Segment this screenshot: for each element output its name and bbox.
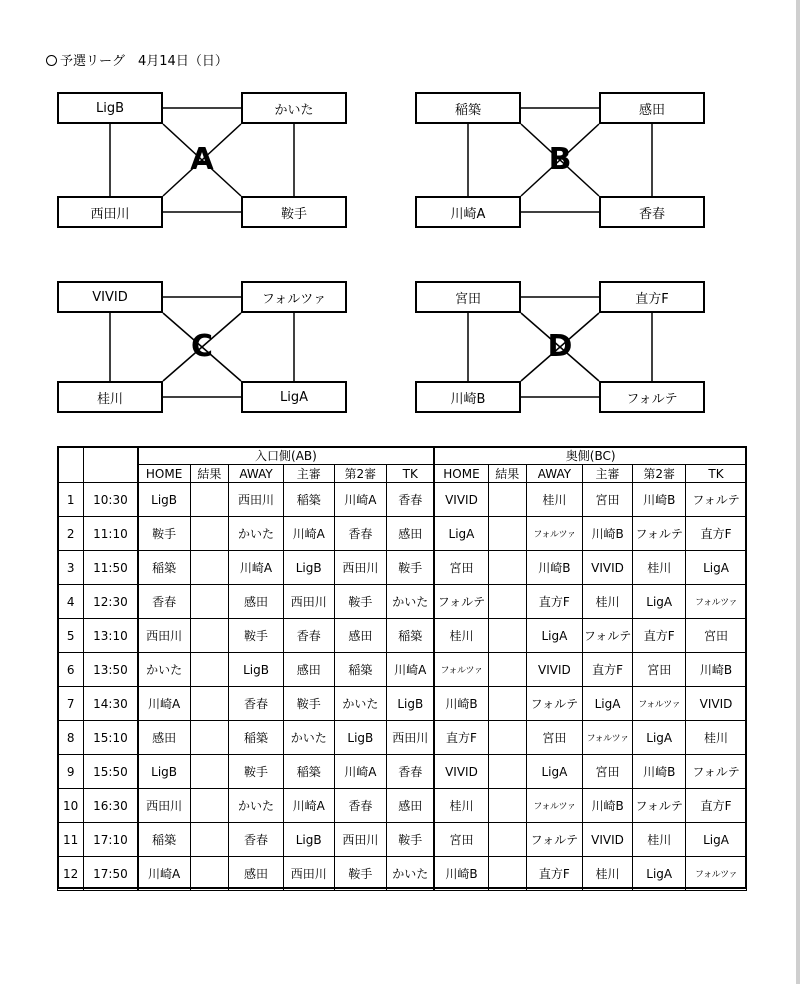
bc-result <box>488 687 526 721</box>
side-bc-header: 奥側(BC) <box>434 447 746 465</box>
group-b-team-bottom-right: 香春 <box>599 196 705 228</box>
match-row <box>58 721 747 755</box>
col-header: HOME <box>434 465 488 483</box>
ab-second-referee: 鞍手 <box>334 585 387 619</box>
match-row <box>58 823 747 857</box>
match-number: 5 <box>58 619 84 653</box>
ab-home-team: 西田川 <box>138 789 191 823</box>
match-time: 12:30 <box>84 585 138 619</box>
bc-home-team: VIVID <box>434 755 488 789</box>
ab-referee: 西田川 <box>283 857 334 891</box>
match-number: 10 <box>58 789 84 823</box>
ab-home-team: 川崎A <box>138 857 191 891</box>
group-c-team-bottom-left: 桂川 <box>57 381 163 413</box>
bc-away-team: 直方F <box>527 857 583 891</box>
bc-result <box>488 857 526 891</box>
bc-timekeeper: フォルツァ <box>686 857 747 891</box>
ab-home-team: 鞍手 <box>138 517 191 551</box>
bc-away-team: フォルテ <box>527 687 583 721</box>
ab-second-referee: 川崎A <box>334 755 387 789</box>
bc-away-team: 直方F <box>527 585 583 619</box>
col-header: 結果 <box>190 465 228 483</box>
bc-away-team: フォルテ <box>527 823 583 857</box>
ab-referee: LigB <box>283 823 334 857</box>
bc-referee: フォルテ <box>582 619 633 653</box>
bc-result <box>488 721 526 755</box>
match-time: 11:50 <box>84 551 138 585</box>
ab-home-team: かいた <box>138 653 191 687</box>
ab-result <box>190 653 228 687</box>
ab-timekeeper: 感田 <box>387 517 435 551</box>
ab-home-team: 西田川 <box>138 619 191 653</box>
bc-timekeeper: フォルテ <box>686 755 747 789</box>
ab-timekeeper: かいた <box>387 585 435 619</box>
ab-second-referee: 香春 <box>334 517 387 551</box>
match-number: 4 <box>58 585 84 619</box>
ab-second-referee: かいた <box>334 687 387 721</box>
bc-timekeeper: VIVID <box>686 687 747 721</box>
ab-away-team: 鞍手 <box>229 619 284 653</box>
ab-away-team: 鞍手 <box>229 755 284 789</box>
bc-home-team: 宮田 <box>434 823 488 857</box>
header-blank <box>84 447 138 483</box>
match-time: 13:50 <box>84 653 138 687</box>
match-row <box>58 483 747 517</box>
ab-home-team: LigB <box>138 483 191 517</box>
ab-result <box>190 517 228 551</box>
bc-referee: 宮田 <box>582 483 633 517</box>
ab-away-team: 香春 <box>229 823 284 857</box>
col-header: 主審 <box>283 465 334 483</box>
ab-referee: 川崎A <box>283 517 334 551</box>
bc-second-referee: LigA <box>633 857 686 891</box>
bc-second-referee: LigA <box>633 721 686 755</box>
ab-away-team: 稲築 <box>229 721 284 755</box>
group-d-team-bottom-right: フォルテ <box>599 381 705 413</box>
ab-referee: 香春 <box>283 619 334 653</box>
bc-timekeeper: 桂川 <box>686 721 747 755</box>
match-time: 17:50 <box>84 857 138 891</box>
bc-result <box>488 653 526 687</box>
title-text: 予選リーグ 4月14日（日） <box>60 54 228 69</box>
bc-referee: 川崎B <box>582 789 633 823</box>
col-header: AWAY <box>229 465 284 483</box>
match-number: 12 <box>58 857 84 891</box>
ab-result <box>190 619 228 653</box>
col-header: AWAY <box>527 465 583 483</box>
bc-result <box>488 483 526 517</box>
bc-result <box>488 823 526 857</box>
group-b-team-top-right: 感田 <box>599 92 705 124</box>
ab-result <box>190 585 228 619</box>
bc-away-team: LigA <box>527 619 583 653</box>
ab-referee: 稲築 <box>283 755 334 789</box>
bc-timekeeper: LigA <box>686 823 747 857</box>
bc-home-team: 川崎B <box>434 857 488 891</box>
ab-referee: LigB <box>283 551 334 585</box>
match-row <box>58 619 747 653</box>
match-time: 11:10 <box>84 517 138 551</box>
bc-home-team: 桂川 <box>434 619 488 653</box>
bc-second-referee: 宮田 <box>633 653 686 687</box>
col-header: 主審 <box>582 465 633 483</box>
bc-home-team: フォルテ <box>434 585 488 619</box>
bc-result <box>488 619 526 653</box>
bc-result <box>488 789 526 823</box>
bc-timekeeper: フォルテ <box>686 483 747 517</box>
bc-home-team: 桂川 <box>434 789 488 823</box>
match-time: 14:30 <box>84 687 138 721</box>
bc-result <box>488 755 526 789</box>
bc-away-team: 桂川 <box>527 483 583 517</box>
ab-home-team: 稲築 <box>138 551 191 585</box>
ab-timekeeper: 西田川 <box>387 721 435 755</box>
ab-second-referee: 西田川 <box>334 551 387 585</box>
bc-second-referee: 直方F <box>633 619 686 653</box>
match-number: 8 <box>58 721 84 755</box>
ab-referee: 稲築 <box>283 483 334 517</box>
match-time: 16:30 <box>84 789 138 823</box>
bc-away-team: VIVID <box>527 653 583 687</box>
group-a-team-top-left: LigB <box>57 92 163 124</box>
ab-timekeeper: 川崎A <box>387 653 435 687</box>
col-header: HOME <box>138 465 191 483</box>
match-number: 9 <box>58 755 84 789</box>
bc-home-team: LigA <box>434 517 488 551</box>
ab-home-team: LigB <box>138 755 191 789</box>
match-number: 3 <box>58 551 84 585</box>
bc-home-team: フォルツァ <box>434 653 488 687</box>
bc-away-team: 宮田 <box>527 721 583 755</box>
group-a-label: A <box>190 142 214 177</box>
match-row <box>58 687 747 721</box>
bc-timekeeper: フォルツァ <box>686 585 747 619</box>
ab-second-referee: 西田川 <box>334 823 387 857</box>
bc-result <box>488 585 526 619</box>
ab-second-referee: 鞍手 <box>334 857 387 891</box>
ab-away-team: 香春 <box>229 687 284 721</box>
group-a-team-bottom-left: 西田川 <box>57 196 163 228</box>
group-b-team-bottom-left: 川崎A <box>415 196 521 228</box>
ab-timekeeper: 稲築 <box>387 619 435 653</box>
bc-result <box>488 551 526 585</box>
group-d-label: D <box>547 329 573 364</box>
ab-away-team: かいた <box>229 789 284 823</box>
ab-second-referee: 川崎A <box>334 483 387 517</box>
match-row <box>58 517 747 551</box>
bc-away-team: 川崎B <box>527 551 583 585</box>
group-b-label: B <box>548 142 572 177</box>
ab-timekeeper: 鞍手 <box>387 551 435 585</box>
bc-home-team: 直方F <box>434 721 488 755</box>
bc-second-referee: 川崎B <box>633 483 686 517</box>
bc-second-referee: フォルテ <box>633 517 686 551</box>
bc-home-team: 宮田 <box>434 551 488 585</box>
match-time: 17:10 <box>84 823 138 857</box>
match-number: 2 <box>58 517 84 551</box>
match-row <box>58 585 747 619</box>
ab-result <box>190 755 228 789</box>
bc-result <box>488 517 526 551</box>
match-number: 6 <box>58 653 84 687</box>
bc-timekeeper: LigA <box>686 551 747 585</box>
ab-home-team: 香春 <box>138 585 191 619</box>
bc-referee: 直方F <box>582 653 633 687</box>
ab-second-referee: 香春 <box>334 789 387 823</box>
bc-home-team: 川崎B <box>434 687 488 721</box>
match-time: 15:50 <box>84 755 138 789</box>
group-c-team-bottom-right: LigA <box>241 381 347 413</box>
match-number: 1 <box>58 483 84 517</box>
group-a-team-bottom-right: 鞍手 <box>241 196 347 228</box>
bc-away-team: LigA <box>527 755 583 789</box>
ab-timekeeper: LigB <box>387 687 435 721</box>
match-number: 7 <box>58 687 84 721</box>
match-number: 11 <box>58 823 84 857</box>
ab-result <box>190 721 228 755</box>
bc-away-team: フォルツァ <box>527 517 583 551</box>
ab-away-team: かいた <box>229 517 284 551</box>
group-b-team-top-left: 稲築 <box>415 92 521 124</box>
ab-result <box>190 687 228 721</box>
match-time: 13:10 <box>84 619 138 653</box>
bc-referee: LigA <box>582 687 633 721</box>
bc-referee: 川崎B <box>582 517 633 551</box>
ab-result <box>190 483 228 517</box>
bc-referee: VIVID <box>582 551 633 585</box>
ab-referee: 感田 <box>283 653 334 687</box>
ab-timekeeper: かいた <box>387 857 435 891</box>
match-row <box>58 857 747 891</box>
ab-timekeeper: 香春 <box>387 755 435 789</box>
match-row <box>58 653 747 687</box>
schedule-table <box>57 446 747 891</box>
bc-referee: 桂川 <box>582 585 633 619</box>
ab-timekeeper: 鞍手 <box>387 823 435 857</box>
ab-home-team: 稲築 <box>138 823 191 857</box>
ab-timekeeper: 感田 <box>387 789 435 823</box>
bc-referee: 宮田 <box>582 755 633 789</box>
ab-second-referee: 感田 <box>334 619 387 653</box>
bc-second-referee: 川崎B <box>633 755 686 789</box>
ab-referee: 西田川 <box>283 585 334 619</box>
ab-away-team: 川崎A <box>229 551 284 585</box>
ab-away-team: 感田 <box>229 857 284 891</box>
side-ab-header: 入口側(AB) <box>138 447 435 465</box>
match-row <box>58 551 747 585</box>
ab-away-team: LigB <box>229 653 284 687</box>
group-d-team-top-right: 直方F <box>599 281 705 313</box>
bc-timekeeper: 宮田 <box>686 619 747 653</box>
bc-timekeeper: 直方F <box>686 789 747 823</box>
bc-away-team: フォルツァ <box>527 789 583 823</box>
group-c-label: C <box>190 329 214 364</box>
col-header: TK <box>387 465 435 483</box>
ab-result <box>190 857 228 891</box>
bc-timekeeper: 直方F <box>686 517 747 551</box>
group-d-team-top-left: 宮田 <box>415 281 521 313</box>
ab-second-referee: 稲築 <box>334 653 387 687</box>
match-time: 10:30 <box>84 483 138 517</box>
ab-referee: 鞍手 <box>283 687 334 721</box>
bc-second-referee: LigA <box>633 585 686 619</box>
ab-home-team: 川崎A <box>138 687 191 721</box>
bc-second-referee: フォルテ <box>633 789 686 823</box>
col-header: 第2審 <box>334 465 387 483</box>
match-row <box>58 789 747 823</box>
ab-timekeeper: 香春 <box>387 483 435 517</box>
bc-home-team: VIVID <box>434 483 488 517</box>
bc-second-referee: フォルツァ <box>633 687 686 721</box>
col-header: 第2審 <box>633 465 686 483</box>
col-header: TK <box>686 465 747 483</box>
bc-referee: 桂川 <box>582 857 633 891</box>
ab-result <box>190 823 228 857</box>
group-c-team-top-left: VIVID <box>57 281 163 313</box>
ab-result <box>190 789 228 823</box>
col-header: 結果 <box>488 465 526 483</box>
ab-referee: 川崎A <box>283 789 334 823</box>
match-time: 15:10 <box>84 721 138 755</box>
group-a-team-top-right: かいた <box>241 92 347 124</box>
ab-away-team: 西田川 <box>229 483 284 517</box>
ab-home-team: 感田 <box>138 721 191 755</box>
bc-second-referee: 桂川 <box>633 823 686 857</box>
bc-referee: フォルツァ <box>582 721 633 755</box>
group-d-team-bottom-left: 川崎B <box>415 381 521 413</box>
ab-result <box>190 551 228 585</box>
header-blank <box>58 447 84 483</box>
ab-referee: かいた <box>283 721 334 755</box>
group-c-team-top-right: フォルツァ <box>241 281 347 313</box>
bc-second-referee: 桂川 <box>633 551 686 585</box>
bc-timekeeper: 川崎B <box>686 653 747 687</box>
match-row <box>58 755 747 789</box>
ab-second-referee: LigB <box>334 721 387 755</box>
bc-referee: VIVID <box>582 823 633 857</box>
ab-away-team: 感田 <box>229 585 284 619</box>
